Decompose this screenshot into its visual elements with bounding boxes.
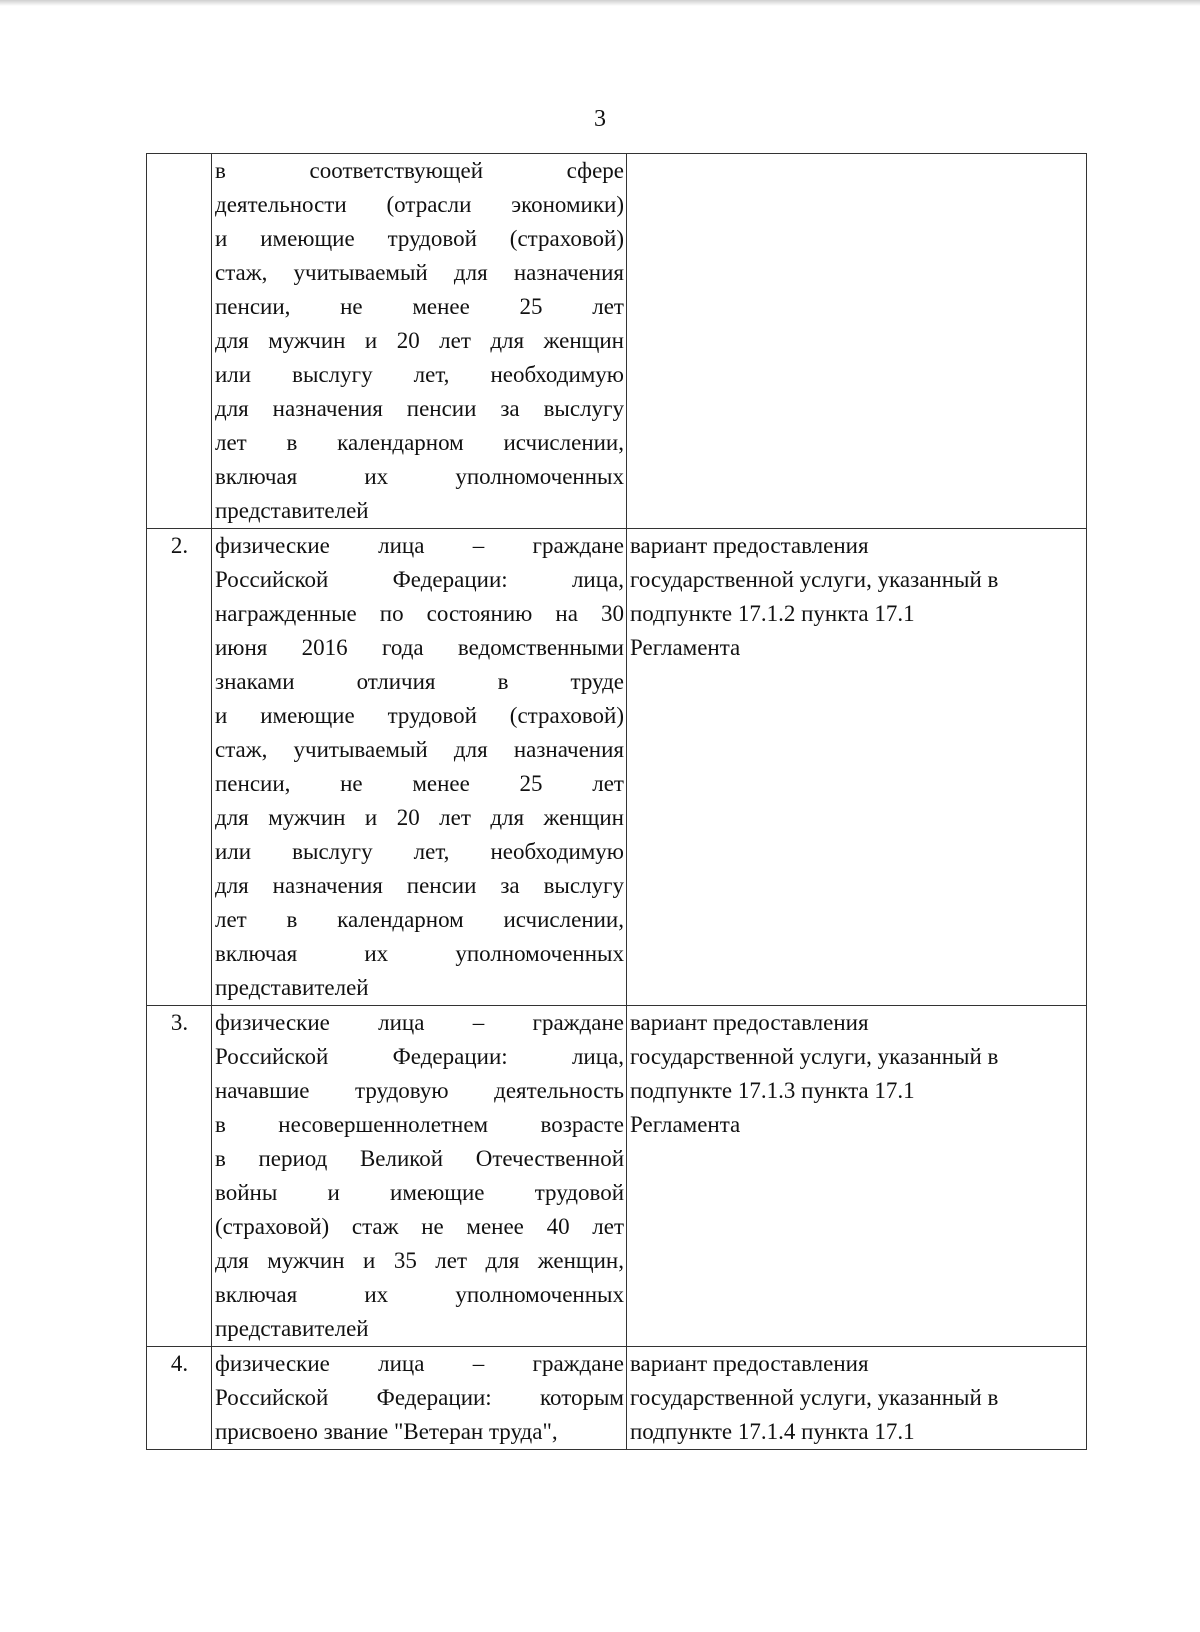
category-text-line: физические лица – граждане [215,1010,624,1035]
category-text-line: или выслугу лет, необходимую [215,839,624,864]
applicant-category-cell [212,154,627,529]
variant-text-line: подпункте 17.1.4 пункта 17.1 [630,1419,915,1444]
category-text-line: представителей [215,1316,369,1341]
page-number: 3 [594,106,606,132]
service-variant-cell [627,529,1087,1006]
table-row [147,1347,1087,1450]
category-text-line: Российской Федерации: лица, [215,567,624,592]
service-variant-cell [627,1347,1087,1450]
category-text-line: представителей [215,498,369,523]
category-text-line: в несовершеннолетнем возрасте [215,1112,624,1137]
category-text-line: для мужчин и 20 лет для женщин [215,805,624,830]
table-body [147,154,1087,1450]
category-text-line: стаж, учитываемый для назначения [215,737,624,762]
category-text-line: включая их уполномоченных [215,464,624,489]
category-text-line: июня 2016 года ведомственными [215,635,624,660]
row-number-cell: 2. [147,529,212,1006]
variant-text-line: государственной услуги, указанный в [630,1044,999,1069]
variant-text-line: подпункте 17.1.2 пункта 17.1 [630,601,915,626]
category-text-line: для назначения пенсии за выслугу [215,873,624,898]
category-text-line: и имеющие трудовой (страховой) [215,226,624,251]
table-row [147,529,1087,1006]
service-variant-cell [627,1006,1087,1347]
category-text-line: деятельности (отрасли экономики) [215,192,624,217]
variant-text-line: государственной услуги, указанный в [630,1385,999,1410]
category-text-line: войны и имеющие трудовой [215,1180,624,1205]
variant-text-line: вариант предоставления [630,1010,869,1035]
row-number-cell: 3. [147,1006,212,1347]
category-text-line: физические лица – граждане [215,533,624,558]
variant-text-line: подпункте 17.1.3 пункта 17.1 [630,1078,915,1103]
variant-text-line: государственной услуги, указанный в [630,567,999,592]
scan-edge [0,0,1200,6]
category-text-line: Российской Федерации: которым [215,1385,624,1410]
regulation-table [146,153,1087,1450]
category-text-line: физические лица – граждане [215,1351,624,1376]
category-text-line: в период Великой Отечественной [215,1146,624,1171]
category-text-line: начавшие трудовую деятельность [215,1078,624,1103]
category-text-line: и имеющие трудовой (страховой) [215,703,624,728]
applicant-category-cell [212,1006,627,1347]
category-text-line: в соответствующей сфере [215,158,624,183]
category-text-line: присвоено звание "Ветеран труда", [215,1419,558,1444]
variant-text-line: Регламента [630,635,741,660]
category-text-line: лет в календарном исчислении, [215,907,624,932]
category-text-line: пенсии, не менее 25 лет [215,294,624,319]
category-text-line: включая их уполномоченных [215,941,624,966]
applicant-category-cell [212,1347,627,1450]
variant-text-line: вариант предоставления [630,533,869,558]
service-variant-cell [627,154,1087,529]
table-row [147,154,1087,529]
category-text-line: для мужчин и 20 лет для женщин [215,328,624,353]
category-text-line: знаками отличия в труде [215,669,624,694]
category-text-line: Российской Федерации: лица, [215,1044,624,1069]
row-number-cell: 4. [147,1347,212,1450]
category-text-line: (страховой) стаж не менее 40 лет [215,1214,624,1239]
category-text-line: для назначения пенсии за выслугу [215,396,624,421]
variant-text-line: Регламента [630,1112,741,1137]
category-text-line: стаж, учитываемый для назначения [215,260,624,285]
category-text-line: или выслугу лет, необходимую [215,362,624,387]
variant-text-line: вариант предоставления [630,1351,869,1376]
category-text-line: включая их уполномоченных [215,1282,624,1307]
category-text-line: пенсии, не менее 25 лет [215,771,624,796]
table-row [147,1006,1087,1347]
applicant-category-cell [212,529,627,1006]
category-text-line: представителей [215,975,369,1000]
category-text-line: для мужчин и 35 лет для женщин, [215,1248,624,1273]
category-text-line: лет в календарном исчислении, [215,430,624,455]
row-number-cell [147,154,212,529]
category-text-line: награжденные по состоянию на 30 [215,601,624,626]
